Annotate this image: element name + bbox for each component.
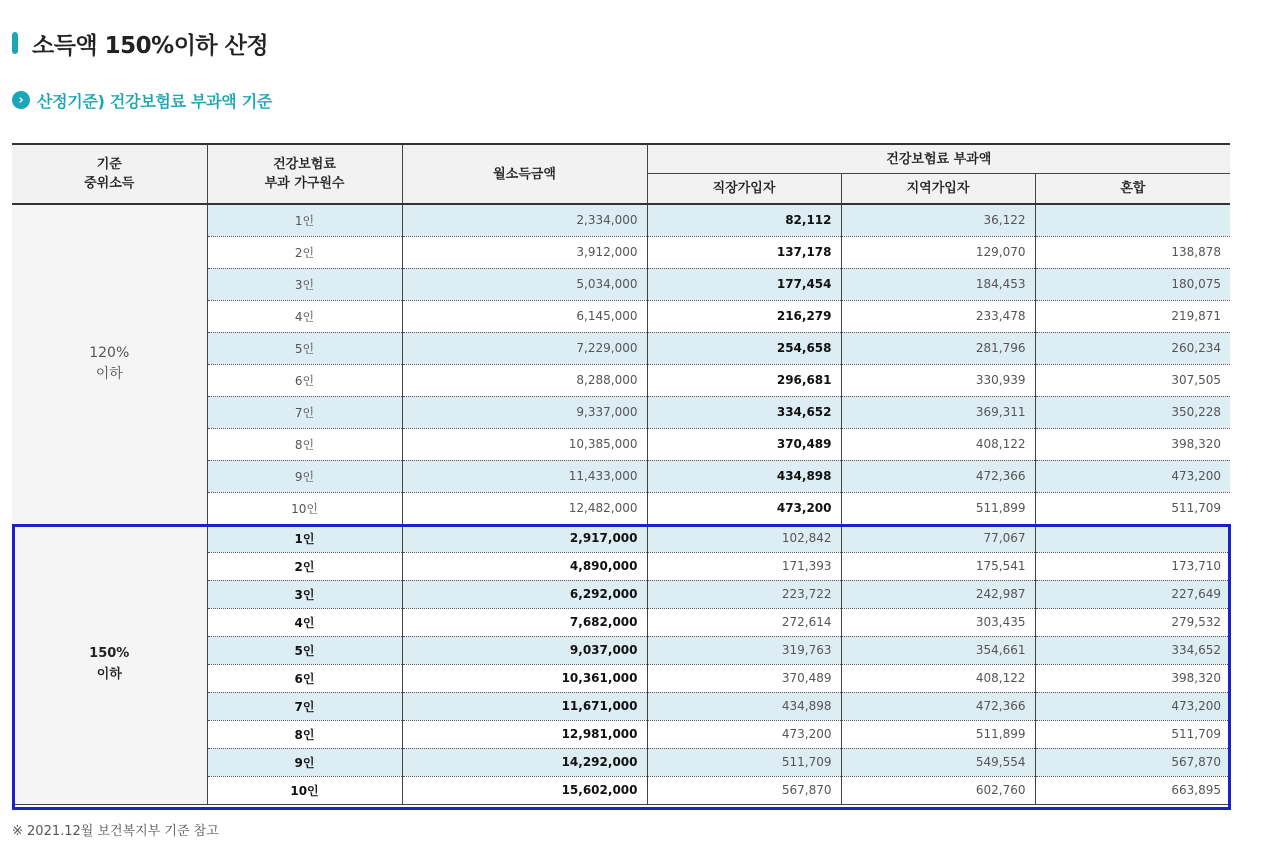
household-size-cell: 2인 xyxy=(207,552,402,580)
household-size-cell: 4인 xyxy=(207,608,402,636)
mixed-premium-cell: 180,075 xyxy=(1035,268,1230,300)
mixed-premium-cell: 138,878 xyxy=(1035,236,1230,268)
header-employee: 직장가입자 xyxy=(647,174,841,205)
footnote: ※ 2021.12월 보건복지부 기준 참고 xyxy=(12,824,219,839)
regional-premium-cell: 184,453 xyxy=(841,268,1035,300)
employee-premium-cell: 370,489 xyxy=(647,664,841,692)
mixed-premium-cell: 473,200 xyxy=(1035,692,1230,720)
employee-premium-cell: 272,614 xyxy=(647,608,841,636)
household-size-cell: 3인 xyxy=(207,268,402,300)
header-household-line1: 건강보험료 xyxy=(273,157,336,172)
mixed-premium-cell xyxy=(1035,204,1230,236)
household-size-cell: 1인 xyxy=(207,524,402,552)
monthly-income-cell: 6,292,000 xyxy=(402,580,647,608)
mixed-premium-cell: 398,320 xyxy=(1035,664,1230,692)
regional-premium-cell: 129,070 xyxy=(841,236,1035,268)
criteria-suffix: 이하 xyxy=(95,366,123,383)
household-size-cell: 5인 xyxy=(207,636,402,664)
regional-premium-cell: 369,311 xyxy=(841,396,1035,428)
household-size-cell: 9인 xyxy=(207,460,402,492)
household-size-cell: 4인 xyxy=(207,300,402,332)
section-subtitle-text: 산정기준) 건강보험료 부과액 기준 xyxy=(37,91,273,111)
header-premium-group: 건강보험료 부과액 xyxy=(647,144,1230,174)
monthly-income-cell: 15,602,000 xyxy=(402,776,647,804)
mixed-premium-cell: 173,710 xyxy=(1035,552,1230,580)
premium-table xyxy=(12,143,1230,805)
mixed-premium-cell: 473,200 xyxy=(1035,460,1230,492)
household-size-cell: 7인 xyxy=(207,396,402,428)
regional-premium-cell: 233,478 xyxy=(841,300,1035,332)
household-size-cell: 7인 xyxy=(207,692,402,720)
regional-premium-cell: 281,796 xyxy=(841,332,1035,364)
monthly-income-cell: 9,337,000 xyxy=(402,396,647,428)
monthly-income-cell: 5,034,000 xyxy=(402,268,647,300)
employee-premium-cell: 171,393 xyxy=(647,552,841,580)
monthly-income-cell: 10,385,000 xyxy=(402,428,647,460)
household-size-cell: 6인 xyxy=(207,664,402,692)
header-monthly-income: 월소득금액 xyxy=(402,144,647,204)
employee-premium-cell: 434,898 xyxy=(647,460,841,492)
regional-premium-cell: 602,760 xyxy=(841,776,1035,804)
employee-premium-cell: 434,898 xyxy=(647,692,841,720)
section-150 xyxy=(12,524,1230,804)
employee-premium-cell: 319,763 xyxy=(647,636,841,664)
monthly-income-cell: 11,671,000 xyxy=(402,692,647,720)
header-criteria-line2: 중위소득 xyxy=(84,176,135,191)
section-120 xyxy=(12,204,1230,524)
employee-premium-cell: 567,870 xyxy=(647,776,841,804)
criteria-suffix: 이하 xyxy=(96,667,122,682)
monthly-income-cell: 7,682,000 xyxy=(402,608,647,636)
mixed-premium-cell: 260,234 xyxy=(1035,332,1230,364)
monthly-income-cell: 7,229,000 xyxy=(402,332,647,364)
criteria-cell xyxy=(12,524,207,804)
monthly-income-cell: 11,433,000 xyxy=(402,460,647,492)
regional-premium-cell: 175,541 xyxy=(841,552,1035,580)
chevron-right-icon: › xyxy=(12,91,30,109)
employee-premium-cell: 102,842 xyxy=(647,524,841,552)
mixed-premium-cell: 307,505 xyxy=(1035,364,1230,396)
title-accent-bar xyxy=(12,32,18,54)
employee-premium-cell: 296,681 xyxy=(647,364,841,396)
household-size-cell: 10인 xyxy=(207,492,402,524)
employee-premium-cell: 82,112 xyxy=(647,204,841,236)
mixed-premium-cell: 334,652 xyxy=(1035,636,1230,664)
monthly-income-cell: 12,981,000 xyxy=(402,720,647,748)
employee-premium-cell: 137,178 xyxy=(647,236,841,268)
regional-premium-cell: 303,435 xyxy=(841,608,1035,636)
regional-premium-cell: 354,661 xyxy=(841,636,1035,664)
employee-premium-cell: 177,454 xyxy=(647,268,841,300)
household-size-cell: 9인 xyxy=(207,748,402,776)
employee-premium-cell: 473,200 xyxy=(647,720,841,748)
mixed-premium-cell: 511,709 xyxy=(1035,492,1230,524)
employee-premium-cell: 473,200 xyxy=(647,492,841,524)
regional-premium-cell: 242,987 xyxy=(841,580,1035,608)
header-regional: 지역가입자 xyxy=(841,174,1035,205)
regional-premium-cell: 472,366 xyxy=(841,692,1035,720)
mixed-premium-cell xyxy=(1035,524,1230,552)
regional-premium-cell: 549,554 xyxy=(841,748,1035,776)
employee-premium-cell: 223,722 xyxy=(647,580,841,608)
employee-premium-cell: 254,658 xyxy=(647,332,841,364)
monthly-income-cell: 14,292,000 xyxy=(402,748,647,776)
regional-premium-cell: 511,899 xyxy=(841,492,1035,524)
criteria-cell xyxy=(12,204,207,524)
mixed-premium-cell: 567,870 xyxy=(1035,748,1230,776)
table-row xyxy=(12,204,1230,236)
monthly-income-cell: 10,361,000 xyxy=(402,664,647,692)
mixed-premium-cell: 219,871 xyxy=(1035,300,1230,332)
mixed-premium-cell: 663,895 xyxy=(1035,776,1230,804)
regional-premium-cell: 408,122 xyxy=(841,664,1035,692)
household-size-cell: 1인 xyxy=(207,204,402,236)
mixed-premium-cell: 227,649 xyxy=(1035,580,1230,608)
section-subtitle xyxy=(12,88,272,112)
header-criteria xyxy=(12,144,207,204)
employee-premium-cell: 370,489 xyxy=(647,428,841,460)
regional-premium-cell: 36,122 xyxy=(841,204,1035,236)
regional-premium-cell: 330,939 xyxy=(841,364,1035,396)
household-size-cell: 6인 xyxy=(207,364,402,396)
table-row xyxy=(12,524,1230,552)
mixed-premium-cell: 350,228 xyxy=(1035,396,1230,428)
criteria-percent: 150% xyxy=(89,646,130,661)
monthly-income-cell: 4,890,000 xyxy=(402,552,647,580)
mixed-premium-cell: 279,532 xyxy=(1035,608,1230,636)
regional-premium-cell: 472,366 xyxy=(841,460,1035,492)
monthly-income-cell: 6,145,000 xyxy=(402,300,647,332)
header-mixed: 혼합 xyxy=(1035,174,1230,205)
monthly-income-cell: 2,334,000 xyxy=(402,204,647,236)
mixed-premium-cell: 511,709 xyxy=(1035,720,1230,748)
regional-premium-cell: 511,899 xyxy=(841,720,1035,748)
household-size-cell: 8인 xyxy=(207,720,402,748)
household-size-cell: 5인 xyxy=(207,332,402,364)
employee-premium-cell: 511,709 xyxy=(647,748,841,776)
monthly-income-cell: 3,912,000 xyxy=(402,236,647,268)
header-criteria-line1: 기준 xyxy=(96,157,122,172)
household-size-cell: 3인 xyxy=(207,580,402,608)
monthly-income-cell: 9,037,000 xyxy=(402,636,647,664)
household-size-cell: 10인 xyxy=(207,776,402,804)
monthly-income-cell: 12,482,000 xyxy=(402,492,647,524)
header-household xyxy=(207,144,402,204)
monthly-income-cell: 8,288,000 xyxy=(402,364,647,396)
monthly-income-cell: 2,917,000 xyxy=(402,524,647,552)
criteria-percent: 120% xyxy=(89,345,130,362)
header-household-line2: 부과 가구원수 xyxy=(264,176,345,191)
page-title-text: 소득액 150%이하 산정 xyxy=(32,32,269,59)
household-size-cell: 2인 xyxy=(207,236,402,268)
employee-premium-cell: 216,279 xyxy=(647,300,841,332)
regional-premium-cell: 408,122 xyxy=(841,428,1035,460)
household-size-cell: 8인 xyxy=(207,428,402,460)
regional-premium-cell: 77,067 xyxy=(841,524,1035,552)
mixed-premium-cell: 398,320 xyxy=(1035,428,1230,460)
page-title xyxy=(12,28,268,58)
employee-premium-cell: 334,652 xyxy=(647,396,841,428)
